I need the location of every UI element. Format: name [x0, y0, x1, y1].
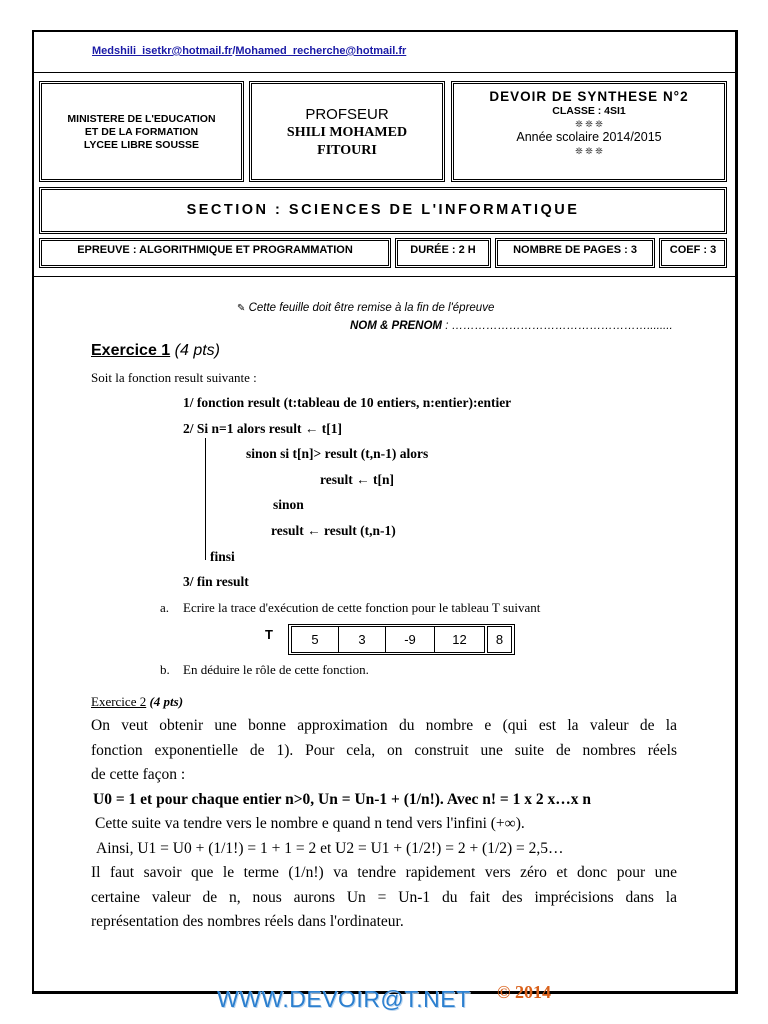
- ministry-line-2: ET DE LA FORMATION: [84, 126, 199, 138]
- table-cell: 8: [487, 626, 512, 653]
- name-label: NOM & PRENOM: [350, 320, 442, 332]
- algo-line-8: 3/ fin result: [183, 574, 249, 589]
- question-a-text: Ecrire la trace d'exécution de cette fonction pour le tableau T suivant: [183, 600, 541, 615]
- info-divider: [32, 276, 738, 277]
- duree-box: [395, 238, 491, 268]
- table-cell: 5: [291, 626, 339, 653]
- paragraph-line: On veut obtenir une bonne approximation du nombre e (qui est la valeur de la: [91, 717, 677, 734]
- exam-box: [451, 81, 727, 182]
- question-b-label: b.: [160, 662, 170, 677]
- algo-line-5: sinon: [273, 497, 304, 512]
- algo-line-1: 1/ fonction result (t:tableau de 10 entiers, n:entier):entier: [183, 395, 512, 410]
- exam-class: CLASSE : 4SI1: [552, 105, 626, 117]
- professor-name-2: FITOURI: [317, 143, 377, 158]
- epreuve-box: [39, 238, 391, 268]
- coef-label: COEF : 3: [669, 244, 717, 256]
- pencil-icon: ✎: [237, 303, 246, 314]
- pages-label: NOMBRE DE PAGES : 3: [513, 244, 637, 256]
- paragraph-line: fonction exponentielle de 1). Pour cela, on construit une suite de nombres réels: [91, 741, 677, 759]
- contact-emails: [92, 41, 406, 59]
- school-year: Année scolaire 2014/2015: [516, 130, 662, 144]
- duree-label: DURÉE : 2 H: [410, 244, 476, 256]
- email-separator: /: [232, 45, 236, 57]
- epreuve-label: EPREUVE : ALGORITHMIQUE ET PROGRAMMATION: [77, 244, 353, 256]
- exercise-2-points: (4 pts): [149, 694, 184, 709]
- email-link-2[interactable]: Mohamed_recherche@hotmail.fr: [235, 45, 407, 57]
- formula-line: U0 = 1 et pour chaque entier n>0, Un = Un-1 + (1/n!). Avec n! = 1 x 2 x…x n: [93, 790, 591, 808]
- table-cell: 12: [434, 626, 485, 653]
- algo-line-4: result ← t[n]: [320, 472, 394, 487]
- paragraph-line: Il faut savoir que le terme (1/n!) va tendre rapidement vers zéro et donc pour une: [91, 864, 677, 881]
- algo-line-3: sinon si t[n]> result (t,n-1) alors: [246, 446, 429, 461]
- question-a-label: a.: [160, 600, 170, 615]
- ministry-line-3: LYCEE LIBRE SOUSSE: [83, 139, 200, 151]
- email-link-1[interactable]: Medshili_isetkr@hotmail.fr: [92, 45, 233, 57]
- exercise-2-heading: [91, 694, 183, 710]
- paragraph-line: de cette façon :: [91, 766, 186, 783]
- paragraph-line: certaine valeur de n, nous aurons Un = Un-1 du fait des imprécisions dans la: [91, 888, 677, 906]
- algo-line-2: 2/ Si n=1 alors result ← t[1]: [183, 421, 342, 436]
- exercise-2-title: Exercice 2: [91, 694, 147, 709]
- footer-copyright: © 2014: [497, 982, 551, 1002]
- exercise-1-heading: [91, 342, 220, 360]
- professor-name-1: SHILI MOHAMED: [286, 125, 408, 140]
- algo-line-7: finsi: [210, 549, 235, 564]
- coef-box: [659, 238, 727, 268]
- name-dots: : ……………………………………………........: [442, 320, 673, 332]
- ministry-box: [39, 81, 244, 182]
- professor-title: PROFSEUR: [305, 106, 389, 123]
- name-field-line: [350, 320, 673, 332]
- algo-line-6: result ← result (t,n-1): [271, 523, 396, 538]
- question-b-text: En déduire le rôle de cette fonction.: [183, 662, 369, 677]
- section-title: SECTION : SCIENCES DE L'INFORMATIQUE: [186, 202, 580, 218]
- exercise-1-title: Exercice 1: [91, 342, 171, 359]
- exercise-1-intro: Soit la fonction result suivante :: [91, 370, 257, 385]
- notice-line: [237, 302, 494, 314]
- example-text: Ainsi, U1 = U0 + (1/1!) = 1 + 1 = 2 et U2 = U1 + (1/2!) = 2 + (1/2) = 2,5…: [96, 839, 564, 857]
- professor-box: [249, 81, 445, 182]
- table-cell: -9: [385, 626, 435, 653]
- section-box: [39, 187, 727, 234]
- paragraph-line: représentation des nombres réels dans l'ordinateur.: [91, 913, 404, 930]
- example-line: [91, 837, 677, 862]
- footer-website[interactable]: WWW.DEVOIR@T.NET: [217, 986, 471, 1012]
- table-cell: 3: [338, 626, 386, 653]
- stars-decoration-1: ❊ ❊ ❊: [575, 119, 603, 129]
- exercise-1-points: (4 pts): [174, 342, 220, 359]
- table-label: T: [265, 627, 273, 642]
- algo-bracket: [205, 438, 206, 560]
- notice-text: Cette feuille doit être remise à la fin de l'épreuve: [248, 302, 495, 314]
- stars-decoration-2: ❊ ❊ ❊: [575, 146, 603, 156]
- exercise-2-body: [91, 714, 677, 935]
- header-divider: [32, 72, 738, 73]
- exam-title: DEVOIR DE SYNTHESE N°2: [489, 89, 689, 104]
- paragraph-line: Cette suite va tendre vers le nombre e quand n tend vers l'infini (+∞).: [95, 815, 525, 832]
- ministry-line-1: MINISTERE DE L'EDUCATION: [67, 113, 216, 125]
- pages-box: [495, 238, 655, 268]
